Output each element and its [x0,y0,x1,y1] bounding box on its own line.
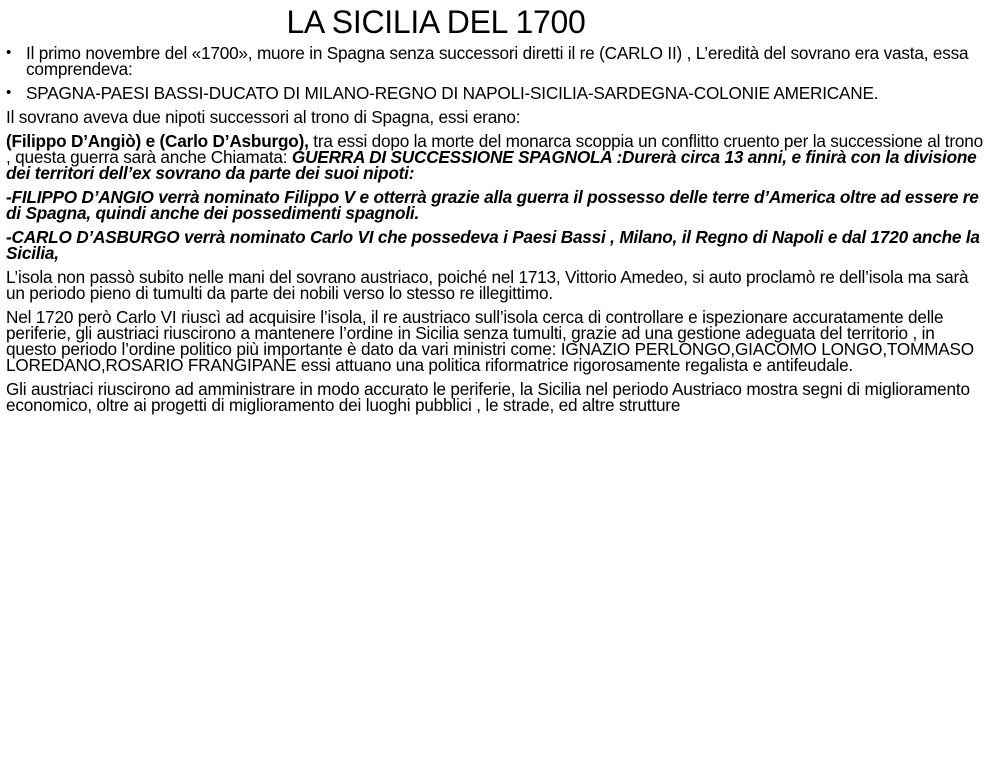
paragraph-vittorio-amedeo: L’isola non passò subito nelle mani del sovrano austriaco, poiché nel 1713, Vittorio Amedeo, si auto proclamò re dell’isola ma sarà un periodo pieno di tumulti da parte dei nobili verso lo stesso re illegittimo. [6,267,969,303]
war-name: GUERRA DI SUCCESSIONE SPAGNOLA :Durerà circa 13 anni, e finirà con la divisione dei territori dell’ex sovrano da parte dei suoi nipoti: [6,147,977,183]
paragraph-carlo: -CARLO D’ASBURGO verrà nominato Carlo VI che possedeva i Paesi Bassi , Milano, il Regno di Napoli e dal 1720 anche la Sicilia, [6,227,980,263]
paragraph-heirs-intro: Il sovrano aveva due nipoti successori al trono di Spagna, essi erano: [6,107,521,127]
bullet-dot-icon: • [6,44,12,61]
paragraph-war [6,133,988,181]
paragraph-austrian-rule: Gli austriaci riuscirono ad amministrare in modo accurato le periferie, la Sicilia nel periodo Austriaco mostra segni di miglioramento economico, oltre ai progetti di miglioramento dei luoghi pubblici , le strade, ed altre strutture [6,379,970,415]
slide-body [6,45,988,421]
bullet-text: Il primo novembre del «1700», muore in Spagna senza successori diretti il re (CARLO II) , L’eredità del sovrano era vasta, essa comprendeva: [26,43,969,79]
slide-title: LA SICILIA DEL 1700 [286,4,586,40]
heirs-names: (Filippo D’Angiò) e (Carlo D’Asburgo), [6,131,309,151]
paragraph-filippo: -FILIPPO D’ANGIO verrà nominato Filippo V e otterrà grazie alla guerra il possesso delle terre d’America oltre ad essere re di Spagna, quindi anche dei possedimenti spagnoli. [6,187,979,223]
war-text: tra essi dopo la morte del monarca scoppia un conflitto cruento per la successione al trono , questa guerra sarà anche Chiamata: [6,131,983,167]
bullet-text: SPAGNA-PAESI BASSI-DUCATO DI MILANO-REGNO DI NAPOLI-SICILIA-SARDEGNA-COLONIE AMERICANE. [26,83,879,103]
bullet-item [6,85,988,101]
bullet-item [6,45,988,77]
bullet-dot-icon: • [6,84,12,101]
paragraph-1720: Nel 1720 però Carlo VI riuscì ad acquisire l’isola, il re austriaco sull’isola cerca di controllare e ispezionare accuratamente delle periferie, gli austriaci riuscirono a mantenere l’ordine in Sicilia senza tumulti, grazie ad una gestione adeguata del territorio , in questo periodo l’ordine politico più importante è dato da vari ministri come: IGNAZIO PERLONGO,GIACOMO LONGO,TOMMASO LOREDANO,ROSARIO FRANGIPANE essi attuano una politica riformatrice rigorosamente regalista e antifeudale. [6,307,974,375]
